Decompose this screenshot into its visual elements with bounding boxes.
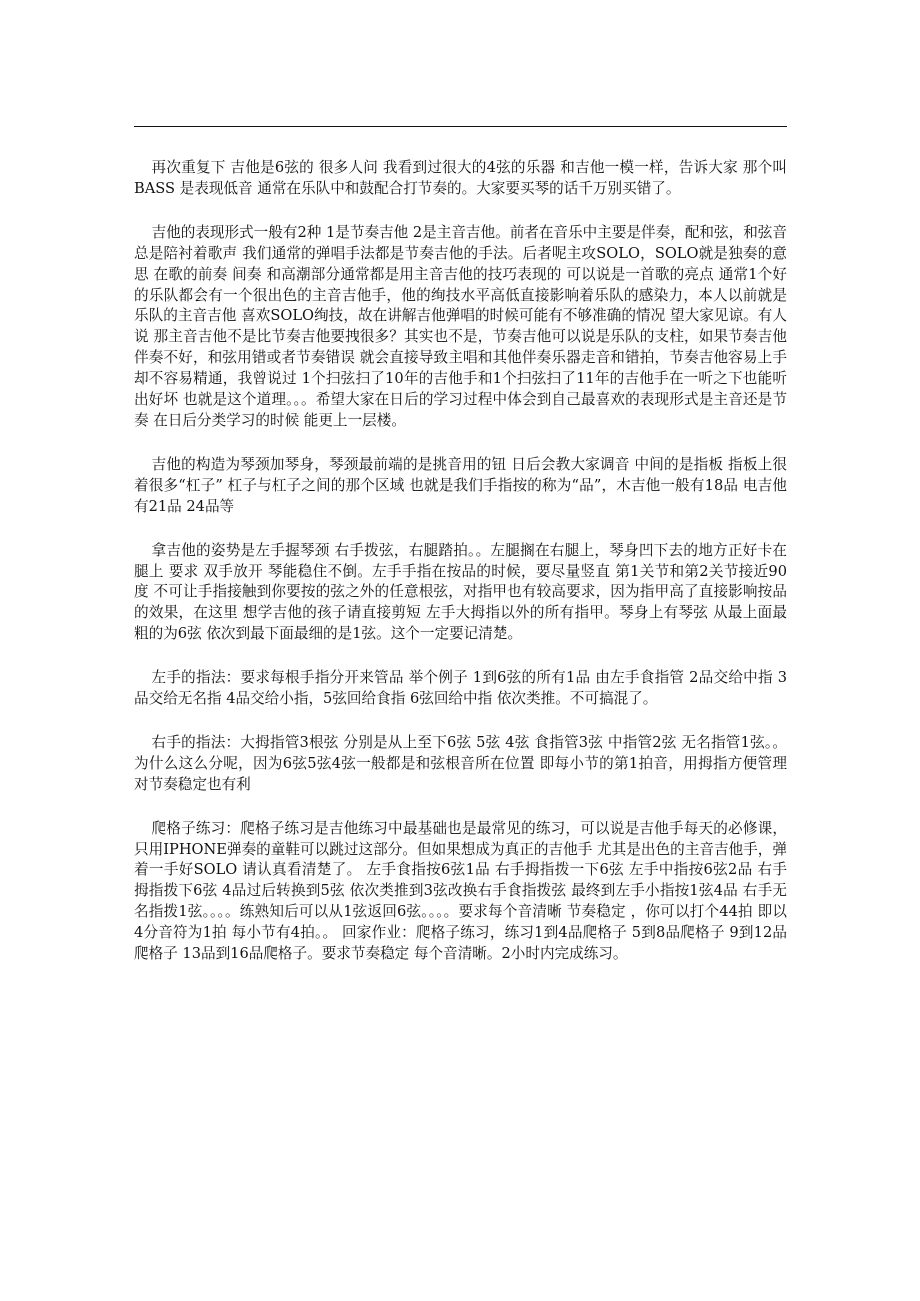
paragraph-right-hand-fingering: 右手的指法：大拇指管3根弦 分别是从上至下6弦 5弦 4弦 食指管3弦 中指管2弦 无名指管1弦。。为什么这么分呢，因为6弦5弦4弦一般都是和弦根音所在位置 即每小节的第1拍音，用拇指方便管理 对节奏稳定也有利 xyxy=(134,733,787,793)
document-body xyxy=(134,158,787,988)
paragraph-crawling-exercise: 爬格子练习：爬格子练习是吉他练习中最基础也是最常见的练习，可以说是吉他手每天的必修课，只用IPHONE弹奏的童鞋可以跳过这部分。但如果想成为真正的吉他手 尤其是出色的主音吉他手，弹着一手好SOLO 请认真看清楚了。 左手食指按6弦1品 右手拇指拨一下6弦 左手中指按6弦2品 右手拇指拨下6弦 4品过后转换到5弦 依次类推到3弦改换右手食指拨弦 最终到左手小指按1弦4品 右手无名指拨1弦。。。。练熟知后可以从1弦返回6弦。。。。要求每个音清晰 节奏稳定 ，你可以打个44拍 即以4分音符为1拍 每小节有4拍。。 回家作业：爬格子练习，练习1到4品爬格子 5到8品爬格子 9到12品爬格子 13品到16品爬格子。要求节奏稳定 每个音清晰。2小时内完成练习。 xyxy=(134,819,787,963)
paragraph-guitar-structure: 吉他的构造为琴颈加琴身，琴颈最前端的是挑音用的钮 日后会教大家调音 中间的是指板 指板上很着很多“杠子” 杠子与杠子之间的那个区域 也就是我们手指按的称为“品”，木吉他一般有18品 电吉他有21品 24品等 xyxy=(134,455,787,515)
paragraph-guitar-roles: 吉他的表现形式一般有2种 1是节奏吉他 2是主音吉他。前者在音乐中主要是伴奏，配和弦，和弦音总是陪衬着歌声 我们通常的弹唱手法都是节奏吉他的手法。后者呢主攻SOLO，SOLO就是独奏的意思 在歌的前奏 间奏 和高潮部分通常都是用主音吉他的技巧表现的 可以说是一首歌的亮点 通常1个好的乐队都会有一个很出色的主音吉他手，他的绚技水平高低直接影响着乐队的感染力，本人以前就是乐队的主音吉他 喜欢SOLO绚技，故在讲解吉他弹唱的时候可能有不够准确的情况 望大家见谅。有人说 那主音吉他不是比节奏吉他要拽很多？其实也不是，节奏吉他可以说是乐队的支柱，如果节奏吉他伴奏不好，和弦用错或者节奏错误 就会直接导致主唱和其他伴奏乐器走音和错拍，节奏吉他容易上手却不容易精通，我曾说过 1个扫弦扫了10年的吉他手和1个扫弦扫了11年的吉他手在一听之下也能听出好坏 也就是这个道理。。。希望大家在日后的学习过程中体会到自己最喜欢的表现形式是主音还是节奏 在日后分类学习的时候 能更上一层楼。 xyxy=(134,223,787,429)
paragraph-holding-posture: 拿吉他的姿势是左手握琴颈 右手拨弦，右腿踏拍。。左腿搁在右腿上，琴身凹下去的地方正好卡在腿上 要求 双手放开 琴能稳住不倒。左手手指在按品的时候，要尽量竖直 第1关节和第2关节接近90度 不可让手指接触到你要按的弦之外的任意根弦，对指甲也有较高要求，因为指甲高了直接影响按品的效果，在这里 想学吉他的孩子请直接剪短 左手大拇指以外的所有指甲。琴身上有琴弦 从最上面最粗的为6弦 依次到最下面最细的是1弦。这个一定要记清楚。 xyxy=(134,541,787,643)
paragraph-bass-note: 再次重复下 吉他是6弦的 很多人问 我看到过很大的4弦的乐器 和吉他一模一样，告诉大家 那个叫BASS 是表现低音 通常在乐队中和鼓配合打节奏的。大家要买琴的话千万别买错了。 xyxy=(134,159,787,197)
paragraph-left-hand-fingering: 左手的指法：要求每根手指分开来管品 举个例子 1到6弦的所有1品 由左手食指管 2品交给中指 3品交给无名指 4品交给小指，5弦回给食指 6弦回给中指 依次类推。不可搞混了。 xyxy=(134,669,787,708)
header-rule xyxy=(134,126,787,127)
